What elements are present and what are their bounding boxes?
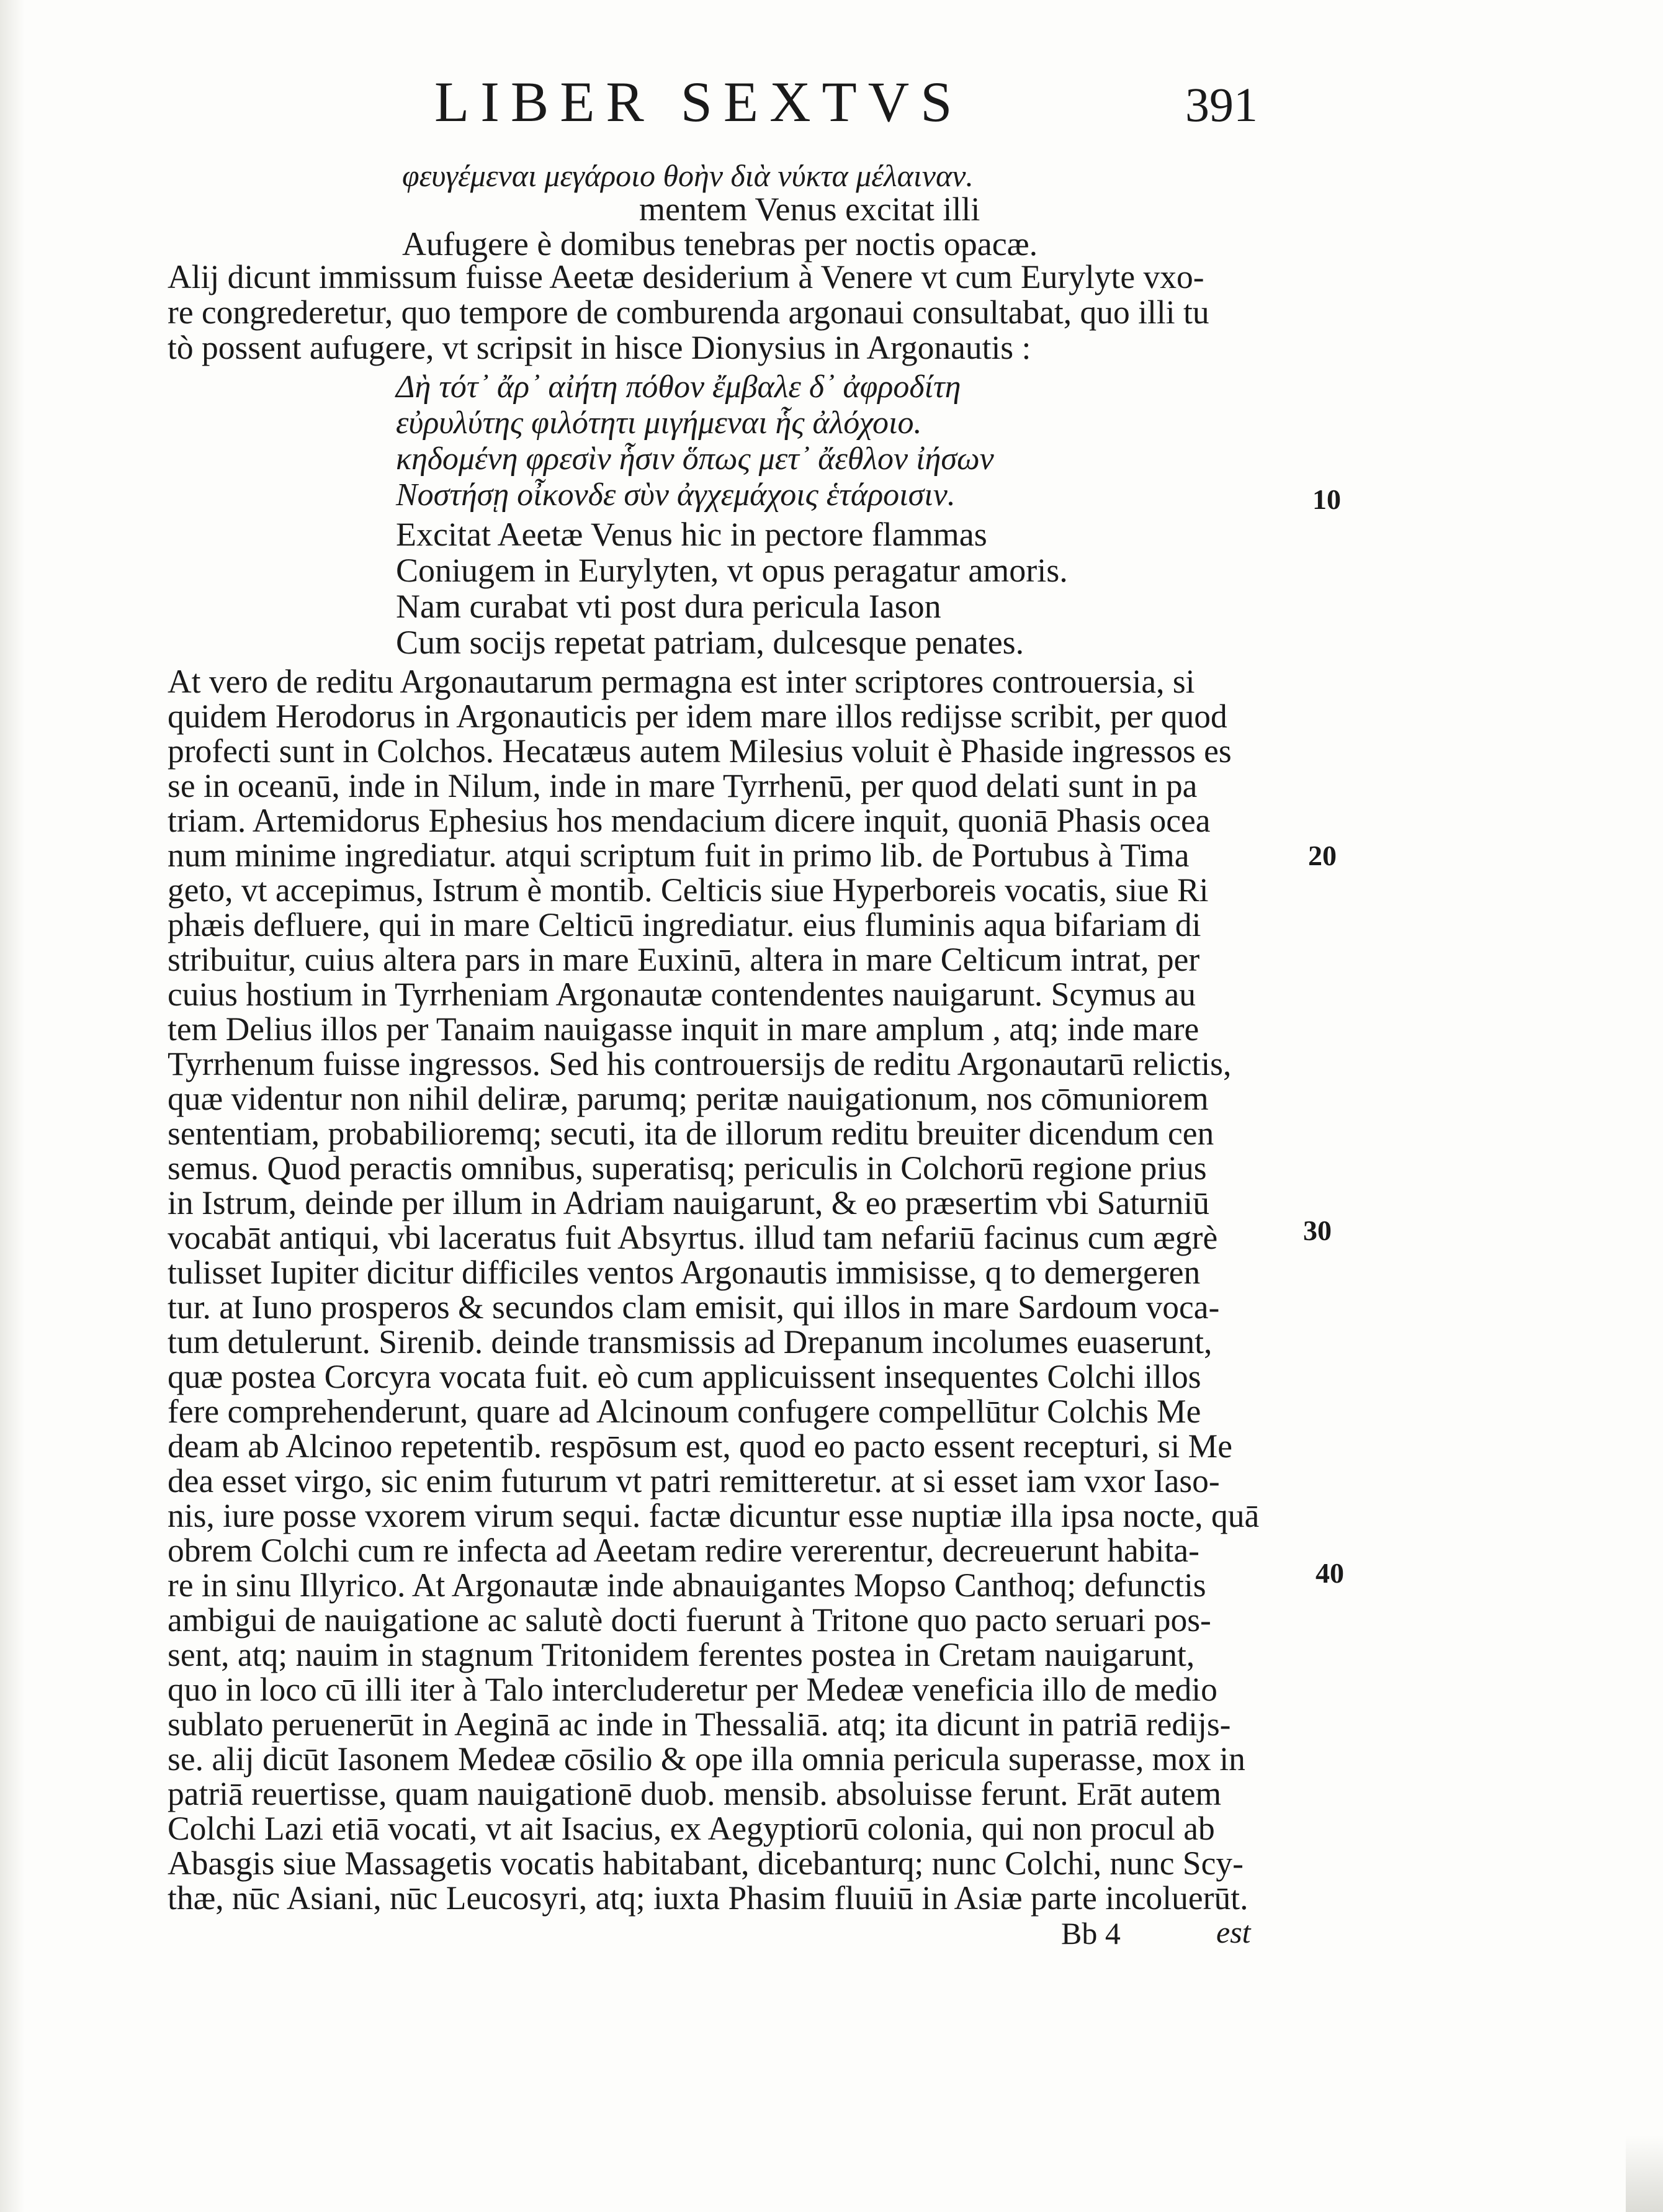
body-text-line: num minime ingrediatur. atqui scriptum fuit in primo lib. de Portubus à Tima (168, 837, 1190, 874)
page-number: 391 (1185, 78, 1258, 132)
body-text-line: profecti sunt in Colchos. Hecatæus autem Milesius voluit è Phaside ingressos es (168, 732, 1232, 770)
margin-line-number: 30 (1303, 1215, 1332, 1246)
body-text-line: sent, atq; nauim in stagnum Tritonidem ferentes postea in Cretam nauigarunt, (168, 1636, 1195, 1673)
body-text-line: Tyrrhenum fuisse ingressos. Sed his controuersijs de reditu Argonautarū relictis, (168, 1045, 1232, 1082)
body-text-line: nis, iure posse vxorem virum sequi. factæ dicuntur esse nuptiæ illa ipsa nocte, quā (168, 1497, 1260, 1534)
body-text-line: semus. Quod peractis omnibus, superatisq; periculis in Colchorū regione prius (168, 1149, 1207, 1187)
body-text-line: phæis defluere, qui in mare Celticū ingrediatur. eius fluminis aqua bifariam di (168, 906, 1201, 943)
body-text-line: in Istrum, deinde per illum in Adriam nauigarunt, & eo præsertim vbi Saturniū (168, 1184, 1210, 1221)
body-text-line: re congrederetur, quo tempore de comburenda argonaui consultabat, quo illi tu (168, 294, 1209, 331)
body-text-line: triam. Artemidorus Ephesius hos mendacium dicere inquit, quoniā Phasis ocea (168, 802, 1211, 839)
greek-verse-line: κηδομένη φρεσὶν ἧσιν ὅπως μετ᾽ ἄεθλον ἰήσων (396, 441, 994, 477)
body-text-line: Colchi Lazi etiā vocati, vt ait Isacius, ex Aegyptiorū colonia, qui non procul ab (168, 1810, 1215, 1847)
body-text-line: obrem Colchi cum re infecta ad Aeetam redire vererentur, decreuerunt habita- (168, 1532, 1199, 1569)
body-text-line: dea esset virgo, sic enim futurum vt patri remitteretur. at si esset iam vxor Iaso- (168, 1462, 1220, 1499)
catchword: est (1216, 1915, 1251, 1949)
latin-verse-line: Excitat Aeetæ Venus hic in pectore flammas (396, 516, 987, 553)
body-text-line: sublato peruenerūt in Aeginā ac inde in Thessaliā. atq; ita dicunt in patriā redijs- (168, 1706, 1231, 1743)
body-text-line: Abasgis siue Massagetis vocatis habitabant, dicebanturq; nunc Colchi, nunc Scy- (168, 1845, 1244, 1882)
body-text-line: At vero de reditu Argonautarum permagna est inter scriptores controuersia, si (168, 663, 1195, 700)
body-text-line: tem Delius illos per Tanaim nauigasse inquit in mare amplum , atq; inde mare (168, 1010, 1199, 1048)
body-text-line: geto, vt accepimus, Istrum è montib. Celticis siue Hyperboreis vocatis, siue Ri (168, 871, 1209, 909)
body-text-line: quidem Herodorus in Argonauticis per idem mare illos redijsse scribit, per quod (168, 698, 1227, 735)
body-text-line: Alij dicunt immissum fuisse Aeetæ desiderium à Venere vt cum Eurylyte vxo- (168, 258, 1204, 295)
body-text-line: patriā reuertisse, quam nauigationē duob. mensib. absoluisse ferunt. Erāt autem (168, 1775, 1222, 1812)
body-text-line: tulisset Iupiter dicitur difficiles ventos Argonautis immisisse, q to demergeren (168, 1254, 1201, 1291)
body-text-line: stribuitur, cuius altera pars in mare Euxinū, altera in mare Celticum intrat, per (168, 941, 1200, 978)
greek-verse-line: Νοστήσῃ οἶκονδε σὺν ἀγχεμάχοις ἑτάροισιν. (396, 477, 956, 513)
body-text-line: quo in loco cū illi iter à Talo intercluderetur per Medeæ veneficia illo de medio (168, 1671, 1217, 1708)
signature-mark: Bb 4 (1061, 1916, 1121, 1951)
body-text-line: se in oceanū, inde in Nilum, inde in mare Tyrrhenū, per quod delati sunt in pa (168, 767, 1198, 804)
scan-edge (1626, 2135, 1663, 2212)
greek-verse-line: φευγέμεναι μεγάροιο θοὴν διὰ νύκτα μέλαιναν. (402, 158, 974, 193)
body-text-line: re in sinu Illyrico. At Argonautæ inde abnauigantes Mopso Canthoq; defunctis (168, 1567, 1206, 1604)
body-text-line: deam ab Alcinoo repetentib. respōsum est, quod eo pacto essent recepturi, si Me (168, 1427, 1232, 1465)
greek-verse-line: εὐρυλύτης φιλότητι μιγήμεναι ἧς ἀλόχοιο. (396, 405, 922, 441)
running-header: LIBER SEXTVS (434, 70, 964, 133)
body-text-line: quæ videntur non nihil deliræ, parumq; peritæ nauigationum, nos cōmuniorem (168, 1080, 1209, 1117)
margin-line-number: 40 (1316, 1557, 1344, 1589)
body-text-line: se. alij dicūt Iasonem Medeæ cōsilio & ope illa omnia pericula superasse, mox in (168, 1740, 1245, 1778)
body-text-line: thæ, nūc Asiani, nūc Leucosyri, atq; iuxta Phasim fluuiū in Asiæ parte incoluerūt. (168, 1879, 1248, 1917)
latin-verse-line: Nam curabat vti post dura pericula Iason (396, 588, 941, 625)
body-text-line: vocabāt antiqui, vbi laceratus fuit Absyrtus. illud tam nefariū facinus cum ægrè (168, 1219, 1218, 1256)
latin-verse-line: Cum socijs repetat patriam, dulcesque penates. (396, 624, 1024, 661)
body-text-line: cuius hostium in Tyrrheniam Argonautæ contendentes nauigarunt. Scymus au (168, 976, 1196, 1013)
latin-verse-line: Aufugere è domibus tenebras per noctis opacæ. (402, 225, 1038, 263)
body-text-line: sententiam, probabilioremq; secuti, ita de illorum reditu breuiter dicendum cen (168, 1115, 1214, 1152)
body-text-line: fere comprehenderunt, quare ad Alcinoum confugere compellūtur Colchis Me (168, 1393, 1201, 1430)
latin-verse-line: mentem Venus excitat illi (639, 191, 980, 228)
latin-verse-line: Coniugem in Eurylyten, vt opus peragatur amoris. (396, 552, 1068, 589)
body-text-line: tò possent aufugere, vt scripsit in hisce Dionysius in Argonautis : (168, 329, 1031, 366)
body-text-line: ambigui de nauigatione ac salutè docti fuerunt à Tritone quo pacto seruari pos- (168, 1601, 1211, 1639)
body-text-line: tur. at Iuno prosperos & secundos clam emisit, qui illos in mare Sardoum voca- (168, 1288, 1220, 1326)
margin-line-number: 10 (1312, 483, 1341, 515)
greek-verse-line: Δὴ τότ᾽ ἄρ᾽ αἰήτη πόθον ἔμβαλε δ᾽ ἀφροδίτη (396, 369, 961, 405)
body-text-line: quæ postea Corcyra vocata fuit. eò cum applicuissent insequentes Colchi illos (168, 1358, 1201, 1395)
margin-line-number: 20 (1308, 840, 1337, 871)
body-text-line: tum detulerunt. Sirenib. deinde transmissis ad Drepanum incolumes euaserunt, (168, 1323, 1213, 1360)
binding-shadow (0, 0, 25, 2212)
